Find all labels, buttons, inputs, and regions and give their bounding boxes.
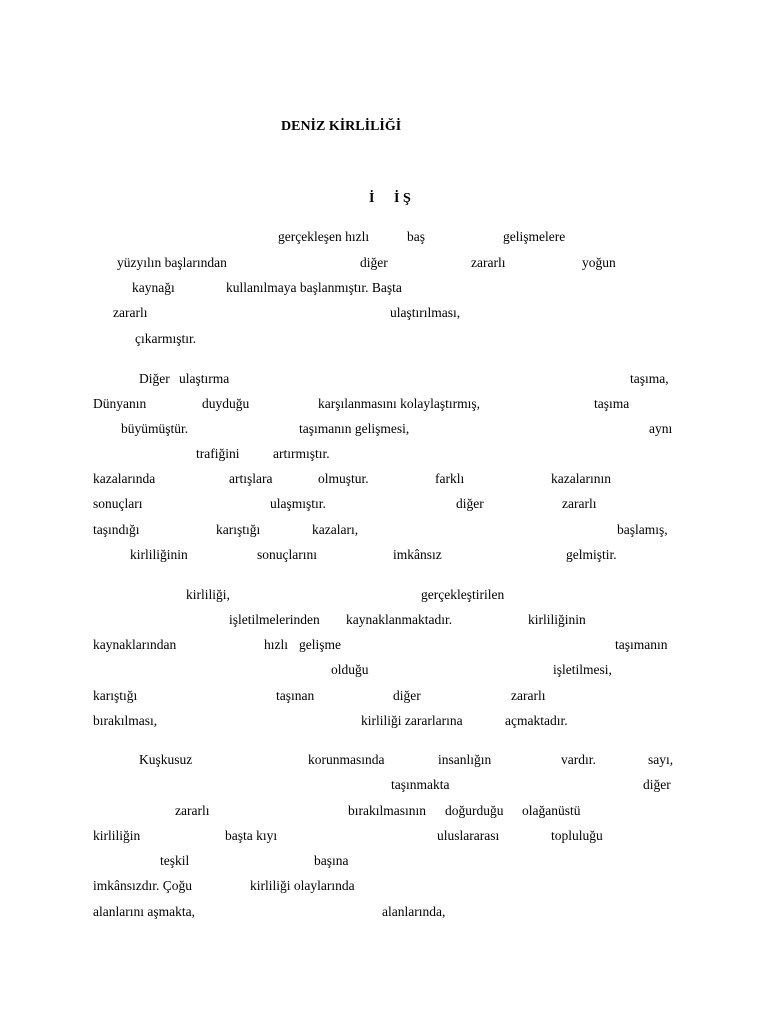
text-fragment: gelmiştir. (566, 547, 617, 562)
text-fragment: başlamış, (617, 522, 668, 537)
text-fragment: teşkil (160, 853, 190, 868)
text-fragment: alanlarını aşmakta, (93, 904, 195, 919)
text-fragment: alanlarında, (382, 904, 446, 919)
text-fragment: kullanılmaya başlanmıştır. Başta (226, 280, 402, 295)
text-fragment: kirliliğinin (528, 612, 586, 627)
text-fragment: farklı (435, 471, 465, 486)
text-fragment: karıştığı (216, 522, 261, 537)
text-fragment: Diğer (139, 371, 170, 386)
text-fragment: diğer (360, 255, 388, 270)
text-fragment: zararlı (175, 803, 210, 818)
text-fragment: doğurduğu (445, 803, 504, 818)
text-fragment: insanlığın (438, 752, 492, 767)
text-fragment: Kuşkusuz (139, 752, 193, 767)
text-fragment: baş (407, 229, 425, 244)
text-fragment: taşımanın gelişmesi, (299, 421, 410, 436)
text-fragment: kaynaklanmaktadır. (346, 612, 453, 627)
text-fragment: zararlı (511, 688, 546, 703)
text-fragment: taşıma, (630, 371, 669, 386)
text-fragment: diğer (456, 496, 484, 511)
text-fragment: kazalarının (551, 471, 611, 486)
text-fragment: zararlı (471, 255, 506, 270)
text-fragment: vardır. (561, 752, 596, 767)
text-fragment: ulaşmıştır. (270, 496, 326, 511)
text-fragment: kirliliği olaylarında (250, 878, 355, 893)
text-fragment: hızlı (264, 637, 288, 652)
text-fragment: uluslararası (437, 828, 500, 843)
document-title: DENİZ KİRLİLİĞİ (281, 119, 402, 134)
text-fragment: zararlı (562, 496, 597, 511)
text-fragment: kirliliği, (186, 587, 230, 602)
text-fragment: artışlara (229, 471, 273, 486)
text-fragment: korunmasında (308, 752, 385, 767)
text-fragment: ulaştırma (179, 371, 230, 386)
text-fragment: büyümüştür. (121, 421, 189, 436)
text-fragment: taşıma (594, 396, 630, 411)
text-fragment: olduğu (331, 662, 369, 677)
text-fragment: kaynaklarından (93, 637, 177, 652)
text-fragment: işletilmelerinden (229, 612, 320, 627)
text-fragment: işletilmesi, (553, 662, 612, 677)
text-fragment: sayı, (648, 752, 674, 767)
text-fragment: taşındığı (93, 522, 140, 537)
text-fragment: yoğun (582, 255, 616, 270)
text-fragment: karıştığı (93, 688, 138, 703)
text-fragment: taşınmakta (391, 777, 450, 792)
text-fragment: diğer (393, 688, 421, 703)
section-heading-part: İ Ş (394, 191, 411, 206)
text-fragment: aynı (649, 421, 673, 436)
text-fragment: olmuştur. (318, 471, 369, 486)
text-fragment: yüzyılın başlarından (117, 255, 227, 270)
text-fragment: gerçekleştirilen (421, 587, 505, 602)
text-fragment: zararlı (113, 305, 148, 320)
text-fragment: çıkarmıştır. (135, 331, 197, 346)
text-fragment: topluluğu (551, 828, 603, 843)
text-fragment: kirliliğin (93, 828, 141, 843)
section-heading-part: İ (369, 191, 375, 206)
text-fragment: gelişme (299, 637, 341, 652)
text-fragment: başta kıyı (225, 828, 278, 843)
text-fragment: Dünyanın (93, 396, 147, 411)
text-fragment: olağanüstü (522, 803, 581, 818)
text-fragment: taşınan (276, 688, 315, 703)
text-fragment: bırakılması, (93, 713, 158, 728)
text-fragment: kazalarında (93, 471, 156, 486)
text-fragment: açmaktadır. (505, 713, 568, 728)
text-fragment: artırmıştır. (273, 446, 330, 461)
text-fragment: sonuçlarını (257, 547, 317, 562)
text-fragment: ulaştırılması, (390, 305, 461, 320)
text-fragment: diğer (643, 777, 671, 792)
text-fragment: bırakılmasının (348, 803, 426, 818)
text-fragment: kazaları, (312, 522, 359, 537)
text-fragment: imkânsız (393, 547, 442, 562)
text-fragment: gerçekleşen hızlı (278, 229, 370, 244)
text-fragment: başına (314, 853, 349, 868)
text-fragment: kaynağı (132, 280, 175, 295)
text-fragment: imkânsızdır. Çoğu (93, 878, 192, 893)
text-fragment: duyduğu (202, 396, 250, 411)
text-fragment: gelişmelere (503, 229, 566, 244)
text-fragment: karşılanmasını kolaylaştırmış, (318, 396, 480, 411)
text-fragment: taşımanın (615, 637, 668, 652)
text-fragment: sonuçları (93, 496, 143, 511)
text-fragment: kirliliğinin (130, 547, 188, 562)
text-fragment: trafiğini (196, 446, 240, 461)
text-fragment: kirliliği zararlarına (361, 713, 463, 728)
